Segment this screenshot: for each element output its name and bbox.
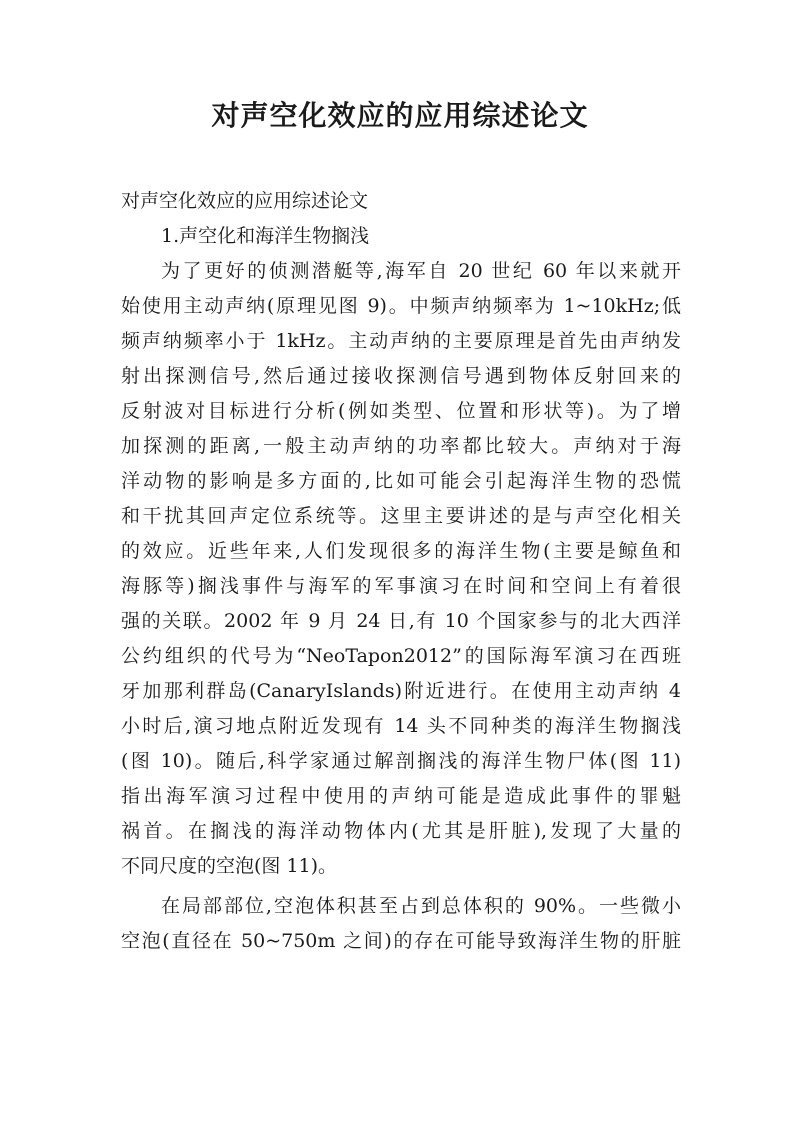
paragraph-1	[121, 254, 681, 884]
document-body	[121, 184, 681, 959]
paragraph-line: 和干扰其回声定位系统等。这里主要讲述的是与声空化相关	[121, 505, 681, 527]
paragraph-line: 指出海军演习过程中使用的声纳可能是造成此事件的罪魁	[121, 785, 681, 807]
paragraph-line: 公约组织的代号为“NeoTapon2012”的国际海军演习在西班	[121, 645, 681, 667]
paragraph-2	[121, 889, 681, 959]
document-title: 对声空化效应的应用综述论文	[211, 99, 589, 132]
paragraph-line: 祸首。在搁浅的海洋动物体内(尤其是肝脏),发现了大量的	[121, 820, 681, 842]
paragraph-line: 空泡(直径在 50~750m 之间)的存在可能导致海洋生物的肝脏	[121, 930, 681, 952]
paragraph-line: 海豚等)搁浅事件与海军的军事演习在时间和空间上有着很	[121, 575, 681, 597]
paragraph-line: 射出探测信号,然后通过接收探测信号遇到物体反射回来的	[121, 365, 681, 387]
paragraph-line: 频声纳频率小于 1kHz。主动声纳的主要原理是首先由声纳发	[121, 330, 681, 352]
paragraph-line: 牙加那利群岛(CanaryIslands)附近进行。在使用主动声纳 4	[121, 680, 681, 702]
section-heading: 1.声空化和海洋生物搁浅	[161, 225, 370, 247]
paragraph-line: 加探测的距离,一般主动声纳的功率都比较大。声纳对于海	[121, 435, 681, 457]
paragraph-line: 小时后,演习地点附近发现有 14 头不同种类的海洋生物搁浅	[121, 715, 681, 737]
paragraph-line: 的效应。近些年来,人们发现很多的海洋生物(主要是鲸鱼和	[121, 540, 681, 562]
paragraph-line: 在局部部位,空泡体积甚至占到总体积的 90%。一些微小	[161, 895, 681, 917]
paragraph-line: 洋动物的影响是多方面的,比如可能会引起海洋生物的恐慌	[121, 470, 681, 492]
paragraph-line: 反射波对目标进行分析(例如类型、位置和形状等)。为了增	[121, 400, 681, 422]
paragraph-line: (图 10)。随后,科学家通过解剖搁浅的海洋生物尸体(图 11)	[121, 750, 681, 772]
paragraph-line: 强的关联。2002 年 9 月 24 日,有 10 个国家参与的北大西洋	[121, 610, 681, 632]
paragraph-line: 不同尺度的空泡(图 11)。	[121, 855, 338, 877]
paragraph-line: 始使用主动声纳(原理见图 9)。中频声纳频率为 1~10kHz;低	[121, 295, 681, 317]
subtitle-line: 对声空化效应的应用综述论文	[121, 190, 369, 212]
paragraph-line: 为了更好的侦测潜艇等,海军自 20 世纪 60 年以来就开	[161, 260, 681, 282]
